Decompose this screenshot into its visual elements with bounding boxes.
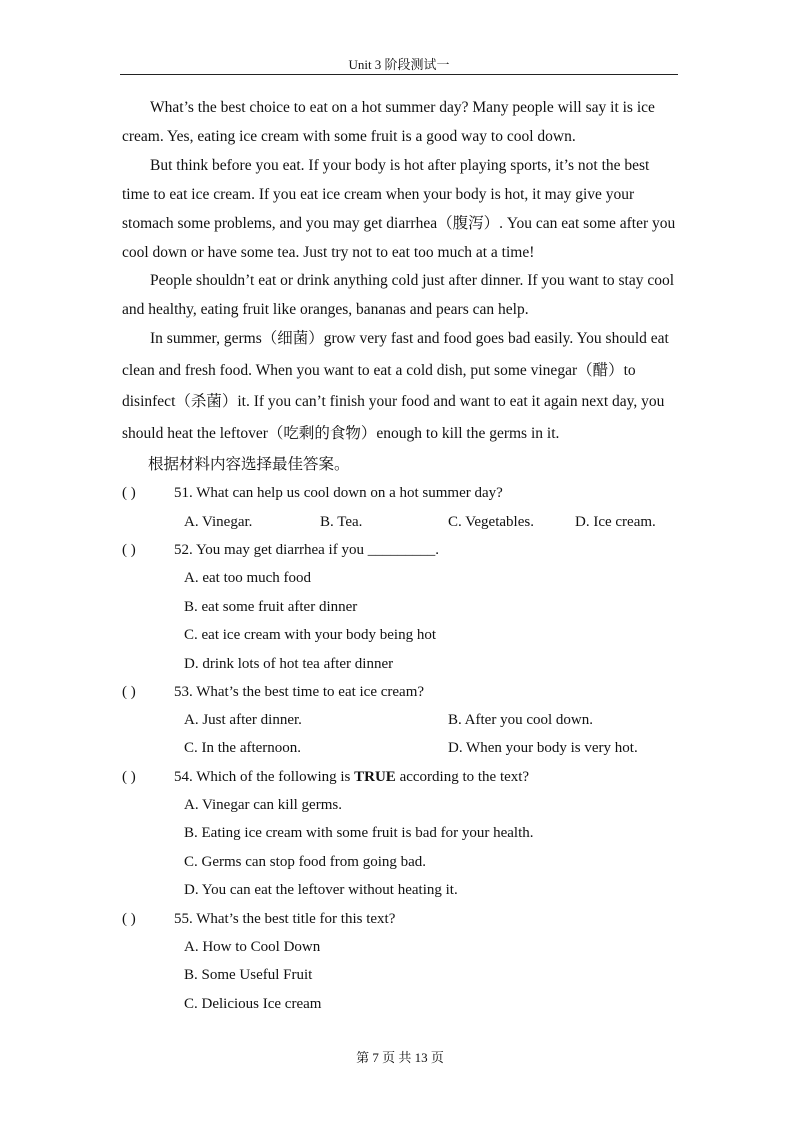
q51-option-a: A. Vinegar. [184,514,253,530]
answer-bracket[interactable]: ( ) [122,684,136,700]
question-55 [122,908,395,930]
q53-option-a: A. Just after dinner. [184,712,302,728]
question-54 [122,766,529,788]
passage-paragraph-4: In summer, germs（细菌）grow very fast and food goes bad easily. You should eat clean and fresh food. When you want to eat a cold dish, put some vinegar（醋）to disinfect（杀菌）it. If you can’t finish your food and want to eat it again next day, you should heat the leftover（吃剩的食物）enough to kill the germs in it. [122,330,669,442]
question-53 [122,681,424,703]
question-stem-after: according to the text? [395,769,530,785]
question-stem: 52. You may get diarrhea if you _________. [174,542,439,558]
page-header: Unit 3 阶段测试一 [348,57,450,72]
question-stem: 51. What can help us cool down on a hot summer day? [174,485,503,501]
question-52 [122,539,439,561]
header-divider [120,74,678,75]
q53-option-c: C. In the afternoon. [184,740,302,756]
question-stem-before: 54. Which of the following is [174,769,355,785]
q51-option-d: D. Ice cream. [575,514,656,530]
question-stem-emphasis: TRUE [354,769,396,785]
q54-option-c: C. Germs can stop food from going bad. [184,854,427,870]
q53-option-d: D. When your body is very hot. [448,740,638,756]
q51-option-c: C. Vegetables. [448,514,534,530]
question-51 [122,482,503,504]
q54-option-b: B. Eating ice cream with some fruit is bad for your health. [184,825,534,841]
instruction-text: 根据材料内容选择最佳答案。 [148,456,350,473]
passage-paragraph-1: What’s the best choice to eat on a hot summer day? Many people will say it is ice cream. Yes, eating ice cream with some fruit is a good way to cool down. [122,99,655,145]
answer-bracket[interactable]: ( ) [122,769,136,785]
q54-option-d: D. You can eat the leftover without heating it. [184,882,458,898]
q55-option-c: C. Delicious Ice cream [184,996,322,1012]
passage-paragraph-2: But think before you eat. If your body is hot after playing sports, it’s not the best time to eat ice cream. If you eat ice cream when your body is hot, it may give your stomach some problems, and you may get diarrhea（腹泻）. You can eat some after you cool down or have some tea. Just try not to eat too much at a time! [122,157,676,261]
q53-option-b: B. After you cool down. [448,712,593,728]
q54-option-a: A. Vinegar can kill germs. [184,797,342,813]
q51-option-b: B. Tea. [320,514,363,530]
answer-bracket[interactable]: ( ) [122,911,136,927]
question-stem: 55. What’s the best title for this text? [174,911,396,927]
q55-option-b: B. Some Useful Fruit [184,967,313,983]
question-stem: 53. What’s the best time to eat ice cream? [174,684,425,700]
q52-option-d: D. drink lots of hot tea after dinner [184,656,394,672]
answer-bracket[interactable]: ( ) [122,542,136,558]
q55-option-a: A. How to Cool Down [184,939,321,955]
passage-paragraph-3: People shouldn’t eat or drink anything cold just after dinner. If you want to stay cool and healthy, eating fruit like oranges, bananas and pears can help. [122,272,675,318]
q52-option-c: C. eat ice cream with your body being hot [184,627,437,643]
q52-option-b: B. eat some fruit after dinner [184,599,358,615]
answer-bracket[interactable]: ( ) [122,485,136,501]
q52-option-a: A. eat too much food [184,570,312,586]
page-footer: 第 7 页 共 13 页 [356,1050,444,1065]
